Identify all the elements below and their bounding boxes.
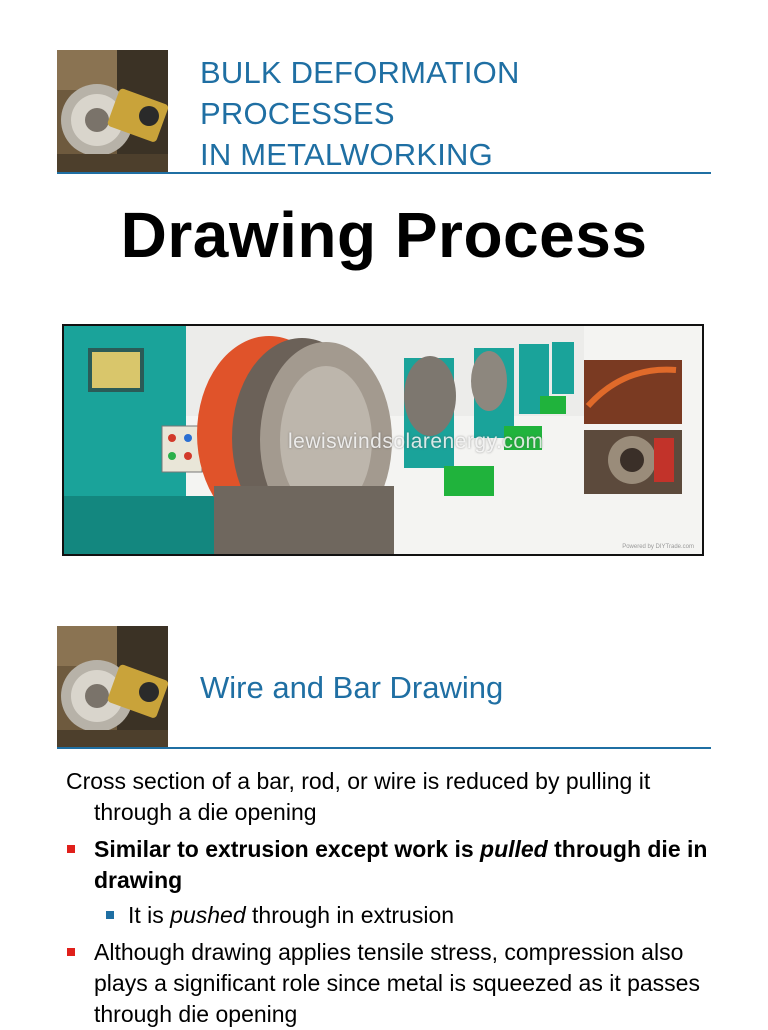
- bullet-item: [66, 834, 716, 896]
- bullet-text: Although drawing applies tensile stress, compression also plays a significant role since metal is squeezed as it passes through die opening: [94, 939, 700, 1027]
- bullet-text: Similar to extrusion except work is pulled through die in drawing: [94, 836, 708, 893]
- header-divider: [57, 172, 711, 174]
- header-title-line-1: BULK DEFORMATION: [200, 55, 520, 90]
- metal-die-photo-icon: [57, 626, 168, 748]
- photo-credit: Powered by DIYTrade.com: [622, 544, 694, 550]
- header-title-line-2: PROCESSES: [200, 96, 395, 131]
- slide-body: [66, 766, 716, 1030]
- bullet-item: [66, 937, 716, 1030]
- photo-watermark: lewiswindsolarenergy.com: [288, 430, 544, 453]
- metal-die-photo-icon: [57, 50, 168, 172]
- sub-bullet-item: [66, 900, 716, 931]
- slide-title: Wire and Bar Drawing: [200, 670, 504, 705]
- slide-2: [0, 590, 768, 1027]
- wire-drawing-machines-photo: [62, 324, 704, 556]
- intro-paragraph: Cross section of a bar, rod, or wire is reduced by pulling it through a die opening: [66, 768, 651, 825]
- header-title-line-3: IN METALWORKING: [200, 137, 493, 172]
- square-bullet-icon: [106, 911, 114, 919]
- page-title: Drawing Process: [120, 199, 648, 271]
- square-bullet-icon: [67, 845, 75, 853]
- emphasis-pushed: pushed: [170, 902, 246, 928]
- slide-divider: [57, 747, 711, 749]
- emphasis-pulled: pulled: [480, 836, 548, 862]
- sub-bullet-text: It is pushed through in extrusion: [128, 902, 455, 928]
- square-bullet-icon: [67, 948, 75, 956]
- header-title: [200, 52, 520, 175]
